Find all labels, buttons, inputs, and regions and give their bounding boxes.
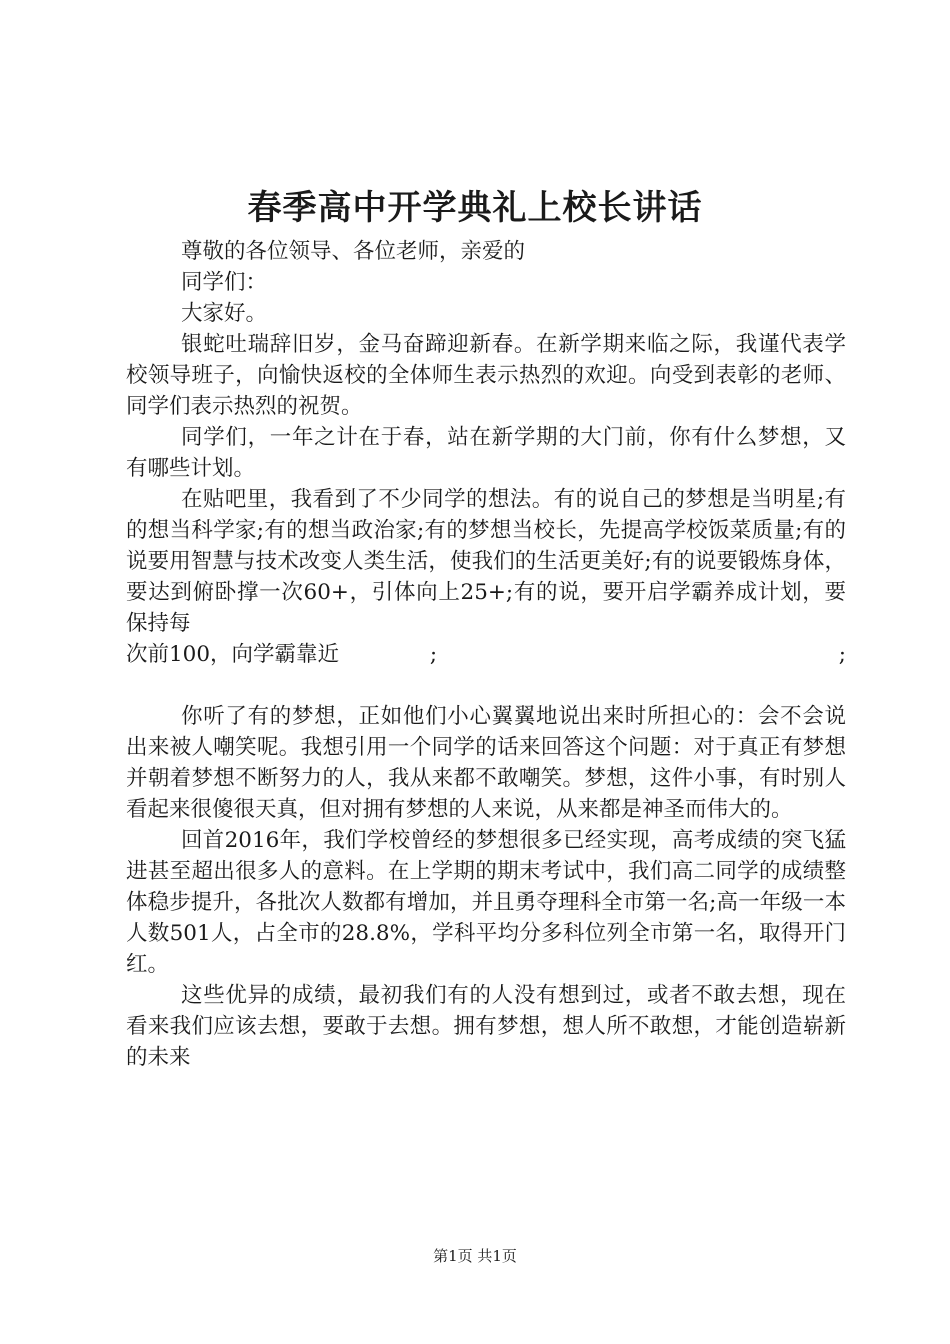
paragraph-dreams-question: 同学们，一年之计在于春，站在新学期的大门前，你有什么梦想，又有哪些计划。 bbox=[126, 425, 846, 481]
forum-ideas-last-line bbox=[126, 639, 846, 670]
paragraph-new-year: 银蛇吐瑞辞旧岁，金马奋蹄迎新春。在新学期来临之际，我谨代表学校领导班子，向愉快返校的全体师生表示热烈的欢迎。向受到表彰的老师、同学们表示热烈的祝贺。 bbox=[126, 332, 846, 419]
blank-line bbox=[126, 670, 846, 701]
semicolon-mark-2: ; bbox=[838, 642, 846, 667]
document-body bbox=[126, 236, 846, 1073]
semicolon-mark-1: ; bbox=[429, 642, 438, 667]
page-footer: 第1页 共1页 bbox=[433, 1247, 517, 1265]
salutation-line-1: 尊敬的各位领导、各位老师，亲爱的 bbox=[181, 239, 526, 264]
document-title: 春季高中开学典礼上校长讲话 bbox=[247, 188, 703, 228]
paragraph-achievements: 回首2016年，我们学校曾经的梦想很多已经实现，高考成绩的突飞猛进甚至超出很多人的意料。在上学期的期末考试中，我们高二同学的成绩整体稳步提升，各批次人数都有增加，并且勇夺理科全市第一名;高一年级一本人数501人，占全市的28.8%，学科平均分多科位列全市第一名，取得开门红。 bbox=[126, 828, 846, 977]
greeting: 大家好。 bbox=[181, 301, 268, 326]
forum-ideas-tail: 次前100，向学霸靠近 bbox=[126, 642, 340, 667]
salutation-line-2: 同学们： bbox=[181, 270, 268, 295]
paragraph-dream-respect: 你听了有的梦想，正如他们小心翼翼地说出来时所担心的：会不会说出来被人嘲笑呢。我想引用一个同学的话来回答这个问题：对于真正有梦想并朝着梦想不断努力的人，我从来都不敢嘲笑。梦想，这件小事，有时别人看起来很傻很天真，但对拥有梦想的人来说，从来都是神圣而伟大的。 bbox=[126, 704, 846, 822]
paragraph-forum-ideas: 在贴吧里，我看到了不少同学的想法。有的说自己的梦想是当明星;有的想当科学家;有的想当政治家;有的梦想当校长，先提高学校饭菜质量;有的说要用智慧与技术改变人类生活，使我们的生活更美好;有的说要锻炼身体，要达到俯卧撑一次60+，引体向上25+;有的说，要开启学霸养成计划，要保持每 bbox=[126, 487, 846, 636]
paragraph-future: 这些优异的成绩，最初我们有的人没有想到过，或者不敢去想，现在看来我们应该去想，要敢于去想。拥有梦想，想人所不敢想，才能创造崭新的未来 bbox=[126, 983, 846, 1070]
